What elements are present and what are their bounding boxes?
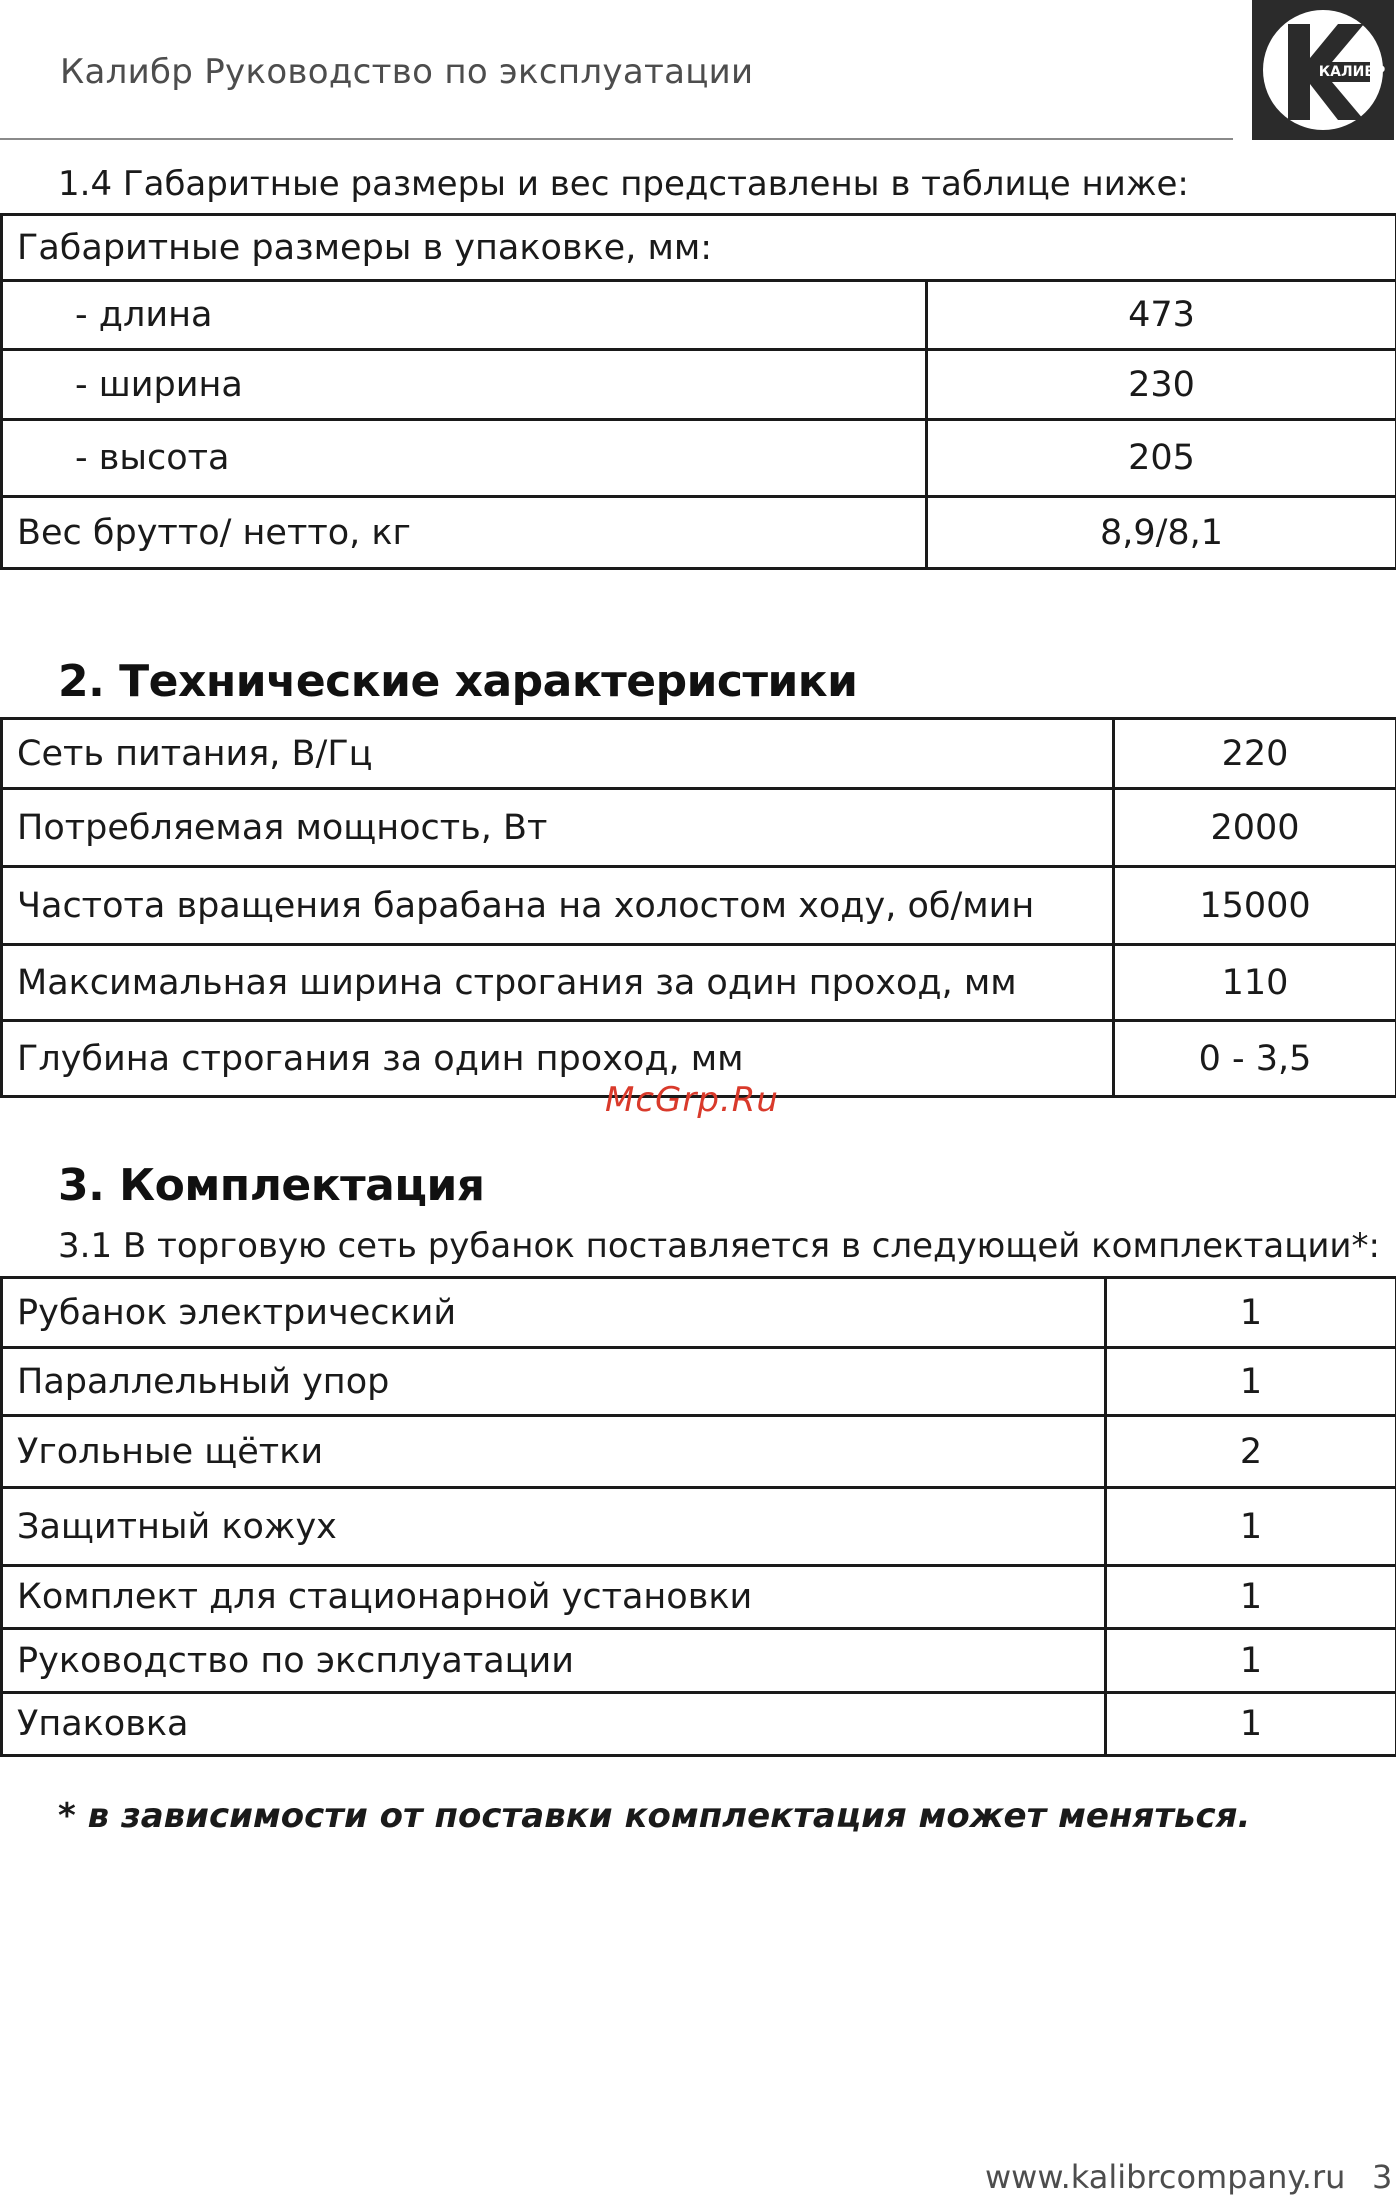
row-value: 8,9/8,1 bbox=[927, 497, 1396, 569]
row-value: 473 bbox=[927, 281, 1396, 350]
table-row bbox=[2, 719, 1396, 789]
row-label: Угольные щётки bbox=[2, 1416, 1106, 1488]
table-header-cell: Габаритные размеры в упаковке, мм: bbox=[2, 215, 1396, 281]
table-row bbox=[2, 1629, 1396, 1693]
row-value: 1 bbox=[1106, 1566, 1396, 1629]
section-3-1-intro: 3.1 В торговую сеть рубанок поставляется в следующей комплектации*: bbox=[58, 1226, 1380, 1266]
website-link[interactable]: www.kalibrcompany.ru bbox=[985, 2158, 1346, 2196]
header-divider bbox=[0, 138, 1233, 140]
logo-text: КАЛИБР bbox=[1318, 64, 1386, 80]
table-row bbox=[2, 867, 1396, 945]
row-label: Рубанок электрический bbox=[2, 1278, 1106, 1348]
row-value: 1 bbox=[1106, 1278, 1396, 1348]
watermark-text: McGrp.Ru bbox=[605, 1080, 779, 1120]
row-value: 1 bbox=[1106, 1693, 1396, 1756]
table-row bbox=[2, 1693, 1396, 1756]
table-row bbox=[2, 1416, 1396, 1488]
row-value: 1 bbox=[1106, 1348, 1396, 1416]
row-value: 0 - 3,5 bbox=[1114, 1021, 1396, 1097]
row-value: 2 bbox=[1106, 1416, 1396, 1488]
row-value: 110 bbox=[1114, 945, 1396, 1021]
row-label: - длина bbox=[2, 281, 927, 350]
page-number: 3 bbox=[1372, 2158, 1393, 2196]
table-row bbox=[2, 497, 1396, 569]
row-value: 220 bbox=[1114, 719, 1396, 789]
row-label: Защитный кожух bbox=[2, 1488, 1106, 1566]
row-label: Руководство по эксплуатации bbox=[2, 1629, 1106, 1693]
table-row bbox=[2, 1278, 1396, 1348]
section-2-heading: 2. Технические характеристики bbox=[58, 656, 858, 707]
dimensions-table bbox=[0, 213, 1396, 570]
table-row bbox=[2, 789, 1396, 867]
row-label: Сеть питания, В/Гц bbox=[2, 719, 1114, 789]
row-label: Максимальная ширина строгания за один проход, мм bbox=[2, 945, 1114, 1021]
table-row bbox=[2, 350, 1396, 420]
row-label: Упаковка bbox=[2, 1693, 1106, 1756]
row-value: 230 bbox=[927, 350, 1396, 420]
package-contents-table bbox=[0, 1276, 1396, 1757]
row-label: Вес брутто/ нетто, кг bbox=[2, 497, 927, 569]
row-value: 1 bbox=[1106, 1629, 1396, 1693]
logo-icon bbox=[1252, 0, 1394, 140]
table-row bbox=[2, 281, 1396, 350]
section-1-4-intro: 1.4 Габаритные размеры и вес представлены в таблице ниже: bbox=[58, 164, 1189, 204]
table-row bbox=[2, 1488, 1396, 1566]
document-title: Калибр Руководство по эксплуатации bbox=[60, 52, 754, 92]
row-value: 205 bbox=[927, 420, 1396, 497]
row-label: - ширина bbox=[2, 350, 927, 420]
kalibr-logo bbox=[1252, 0, 1394, 140]
section-3-heading: 3. Комплектация bbox=[58, 1160, 485, 1211]
row-value: 15000 bbox=[1114, 867, 1396, 945]
table-row bbox=[2, 945, 1396, 1021]
row-value: 1 bbox=[1106, 1488, 1396, 1566]
specs-table bbox=[0, 717, 1396, 1098]
table-row bbox=[2, 215, 1396, 281]
table-row bbox=[2, 1566, 1396, 1629]
row-label: Параллельный упор bbox=[2, 1348, 1106, 1416]
row-label: - высота bbox=[2, 420, 927, 497]
footnote: * в зависимости от поставки комплектация может меняться. bbox=[58, 1796, 1251, 1836]
row-label: Частота вращения барабана на холостом ходу, об/мин bbox=[2, 867, 1114, 945]
row-label: Потребляемая мощность, Вт bbox=[2, 789, 1114, 867]
table-row bbox=[2, 1348, 1396, 1416]
row-label: Комплект для стационарной установки bbox=[2, 1566, 1106, 1629]
table-row bbox=[2, 420, 1396, 497]
row-label: Глубина строгания за один проход, мм bbox=[2, 1021, 1114, 1097]
row-value: 2000 bbox=[1114, 789, 1396, 867]
